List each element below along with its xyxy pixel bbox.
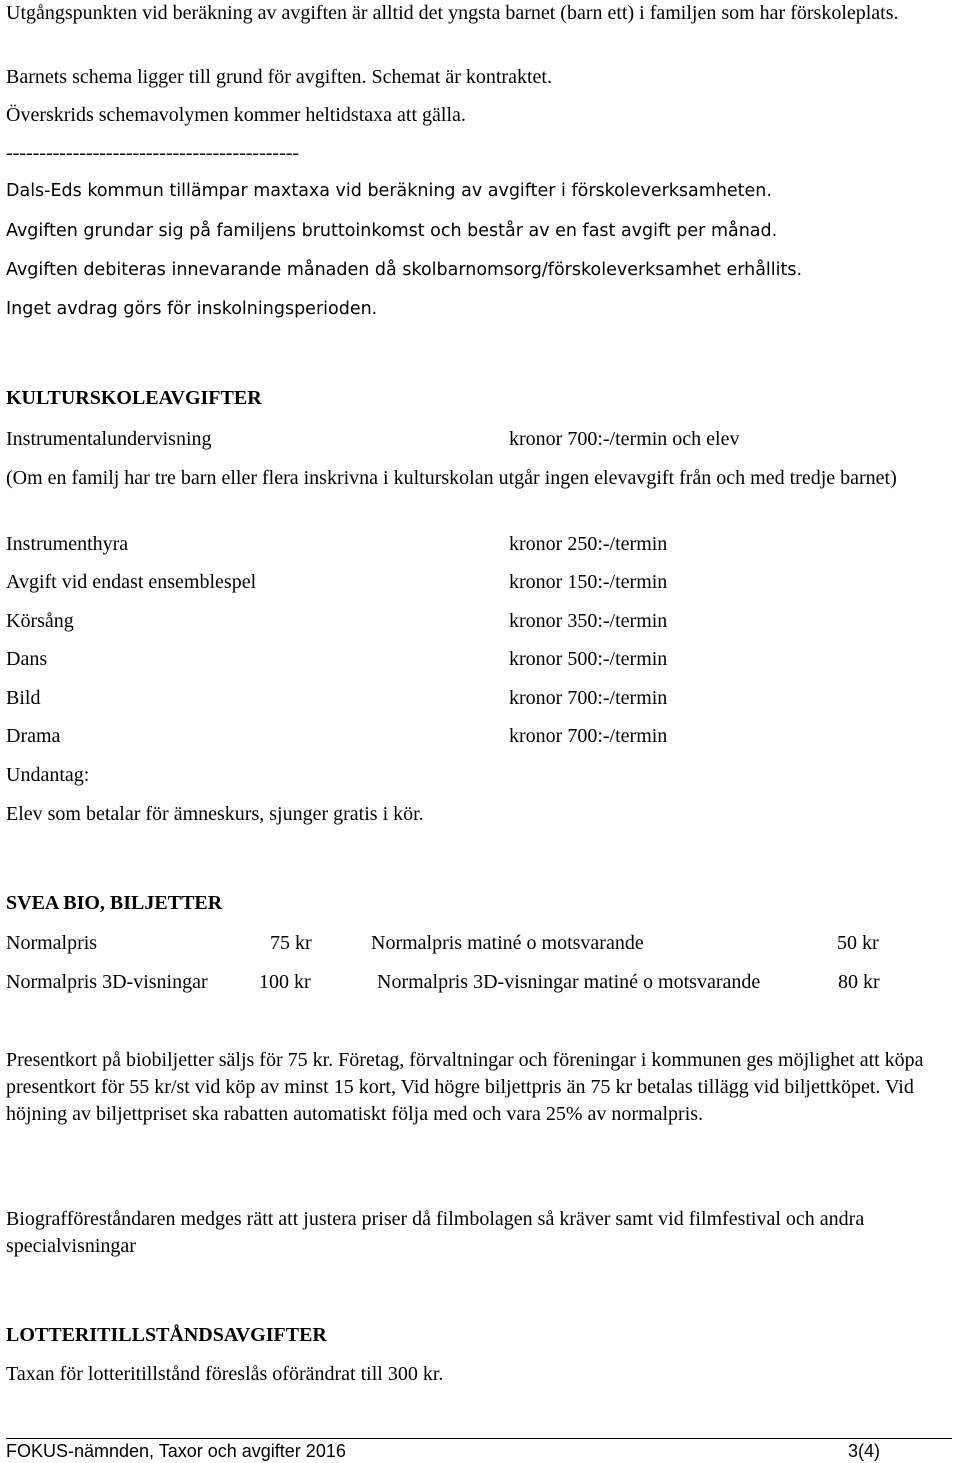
lotteri-text: Taxan för lotteritillstånd föreslås oförändrat till 300 kr. xyxy=(6,1363,444,1385)
bio-label: Normalpris 3D-visningar xyxy=(6,971,208,993)
fee-price: kronor 500:-/termin xyxy=(509,648,668,670)
intro-paragraph-1: Utgångspunkten vid beräkning av avgiften är alltid det yngsta barnet (barn ett) i familjen som har förskoleplats. xyxy=(6,2,899,24)
instrumental-label: Instrumentalundervisning xyxy=(6,428,212,450)
fee-label: Avgift vid endast ensemblespel xyxy=(6,571,257,593)
bio-heading: SVEA BIO, BILJETTER xyxy=(6,892,223,914)
bio-label-matine: Normalpris matiné o motsvarande xyxy=(371,932,644,954)
fee-label: Drama xyxy=(6,725,61,747)
bio-price-matine: 80 kr xyxy=(838,971,880,993)
fee-label: Bild xyxy=(6,687,41,709)
exception-label: Undantag: xyxy=(6,764,90,786)
bio-price: 100 kr xyxy=(259,971,311,993)
fee-price: kronor 350:-/termin xyxy=(509,610,668,632)
bio-label-matine: Normalpris 3D-visningar matiné o motsvarande xyxy=(377,971,761,993)
fee-price: kronor 150:-/termin xyxy=(509,571,668,593)
fee-price: kronor 700:-/termin xyxy=(509,687,668,709)
exception-text: Elev som betalar för ämneskurs, sjunger gratis i kör. xyxy=(6,803,424,825)
kulturskola-heading: KULTURSKOLEAVGIFTER xyxy=(6,387,262,409)
kulturskola-note: (Om en familj har tre barn eller flera inskrivna i kulturskolan utgår ingen elevavgift från och med tredje barnet) xyxy=(6,467,897,489)
fee-price: kronor 700:-/termin xyxy=(509,725,668,747)
bio-paragraph-1: Presentkort på biobiljetter säljs för 75 kr. Företag, förvaltningar och föreningar i kommunen ges möjlighet att köpa presentkort för 55 kr/st vid köp av minst 15 kort, Vid högre biljettpris än 75 kr betalas tillägg vid biljettköpet. Vid höjning av biljettpriset ska rabatten automatiskt följa med och vara 25% av normalpris. xyxy=(6,1049,924,1125)
intro-paragraph-4: Dals-Eds kommun tillämpar maxtaxa vid beräkning av avgifter i förskoleverksamheten. xyxy=(6,181,772,201)
fee-row xyxy=(6,569,952,596)
bio-price-matine: 50 kr xyxy=(837,932,879,954)
intro-paragraph-6: Avgiften debiteras innevarande månaden då skolbarnomsorg/förskoleverksamhet erhållits. xyxy=(6,260,803,280)
intro-paragraph-5: Avgiften grundar sig på familjens bruttoinkomst och består av en fast avgift per månad. xyxy=(6,221,778,241)
bio-price-row xyxy=(6,930,952,957)
bio-price: 75 kr xyxy=(270,932,312,954)
instrumental-row xyxy=(6,426,952,453)
fee-row xyxy=(6,531,952,558)
intro-paragraph-7: Inget avdrag görs för inskolningsperioden. xyxy=(6,299,378,319)
page-number: 3(4) xyxy=(847,1441,880,1461)
bio-label: Normalpris xyxy=(6,932,98,954)
bio-price-row xyxy=(6,969,952,996)
fee-label: Körsång xyxy=(6,610,74,632)
bio-paragraph-2: Biografföreståndaren medges rätt att justera priser då filmbolagen så kräver samt vid filmfestival och andra specialvisningar xyxy=(6,1208,865,1257)
fee-row xyxy=(6,608,952,635)
fee-price: kronor 250:-/termin xyxy=(509,533,668,555)
divider-line: -------------------------------------------- xyxy=(6,142,300,164)
page-footer xyxy=(6,1438,952,1463)
footer-title: FOKUS-nämnden, Taxor och avgifter 2016 xyxy=(6,1441,346,1461)
intro-paragraph-2: Barnets schema ligger till grund för avgiften. Schemat är kontraktet. xyxy=(6,66,552,88)
instrumental-price: kronor 700:-/termin och elev xyxy=(509,428,740,450)
fee-label: Dans xyxy=(6,648,48,670)
lotteri-heading: LOTTERITILLSTÅNDSAVGIFTER xyxy=(6,1324,327,1346)
fee-row xyxy=(6,685,952,712)
fee-label: Instrumenthyra xyxy=(6,533,129,555)
fee-row xyxy=(6,723,952,750)
fee-row xyxy=(6,646,952,673)
intro-paragraph-3: Överskrids schemavolymen kommer heltidstaxa att gälla. xyxy=(6,104,466,126)
